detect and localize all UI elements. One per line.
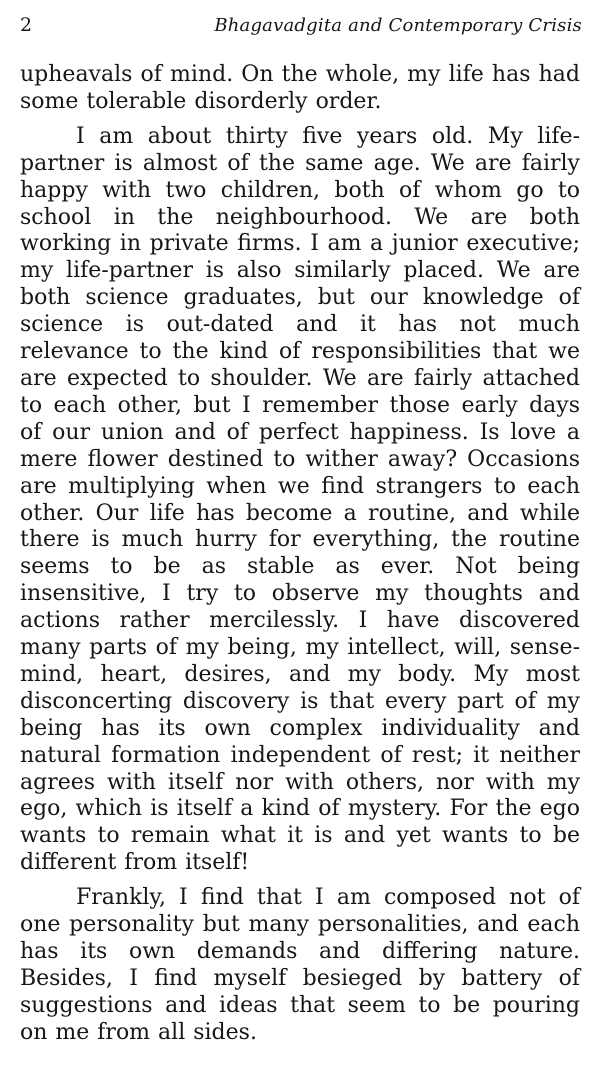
- running-title: Bhagavadgita and Contemporary Crisis: [214, 15, 582, 36]
- paragraph-about-life: I am about thirty five years old. My life-partner is almost of the same age. We are fairly happy with two children, both of whom go to school in the neighbourhood. We are both working in private firms. I am a junior executive; my life-partner is also similarly placed. We are both science graduates, but our knowledge of science is out-dated and it has not much relevance to the kind of responsibilities that we are expected to shoulder. We are fairly attached to each other, but I remember those early days of our union and of perfect happiness. Is love a mere flower destined to wither away? Occasions are multiplying when we find strangers to each other. Our life has become a routine, and while there is much hurry for everything, the routine seems to be as stable as ever. Not being insensitive, I try to observe my thoughts and actions rather mercilessly. I have discovered many parts of my being, my intellect, will, sense-mind, heart, desires, and my body. My most disconcerting discovery is that every part of my being has its own complex individuality and natural formation independent of rest; it neither agrees with itself nor with others, nor with my ego, which is itself a kind of mystery. For the ego wants to remain what it is and yet wants to be different from itself!: [20, 123, 580, 876]
- paragraph-personalities: Frankly, I find that I am composed not of one personality but many personalities, and each has its own demands and differing nature. Besides, I find myself besieged by battery of suggestions and ideas that seem to be pouring on me from all sides.: [20, 885, 580, 1045]
- body-text: [20, 62, 580, 1047]
- paragraph-continued: upheavals of mind. On the whole, my life has had some tolerable disorderly order.: [20, 62, 580, 114]
- page-number: 2: [20, 14, 33, 36]
- running-head: [20, 14, 582, 44]
